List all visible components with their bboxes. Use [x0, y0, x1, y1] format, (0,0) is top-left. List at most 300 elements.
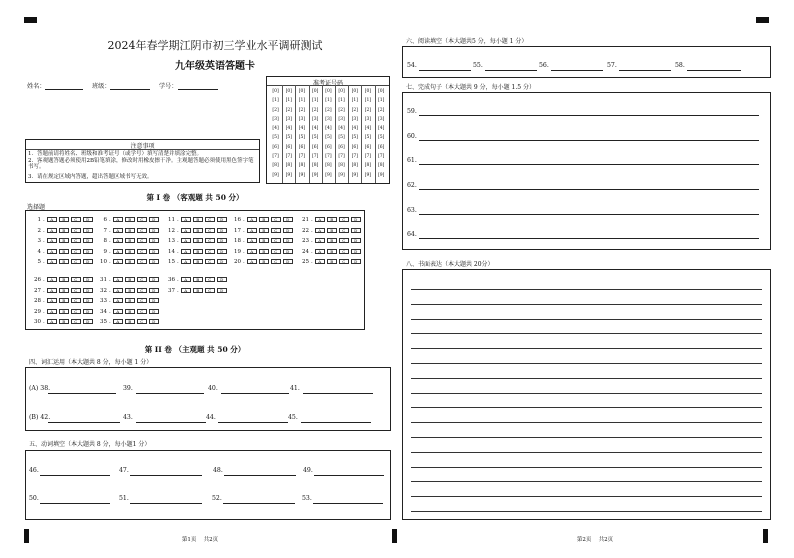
- q63-answer[interactable]: [419, 214, 759, 215]
- exam-id-digit-bubble[interactable]: [2]: [285, 107, 292, 113]
- answer-bubble[interactable]: A: [113, 309, 123, 314]
- answer-bubble[interactable]: D: [217, 259, 227, 264]
- exam-id-digit-bubble[interactable]: [5]: [325, 135, 332, 141]
- exam-id-digit-bubble[interactable]: [4]: [298, 126, 306, 132]
- q48-answer[interactable]: [224, 475, 296, 476]
- answer-bubble[interactable]: C: [71, 228, 81, 233]
- answer-bubble[interactable]: B: [193, 259, 203, 264]
- answer-bubble[interactable]: C: [71, 217, 81, 222]
- answer-bubble[interactable]: A: [113, 228, 123, 233]
- exam-id-digit-bubble[interactable]: [8]: [325, 163, 332, 169]
- exam-id-column[interactable]: [295, 87, 308, 180]
- answer-bubble[interactable]: C: [205, 217, 215, 222]
- exam-id-digit-bubble[interactable]: [1]: [325, 98, 332, 104]
- answer-bubble[interactable]: C: [205, 277, 215, 282]
- answer-bubble[interactable]: B: [59, 238, 69, 243]
- essay-writing-line[interactable]: [411, 363, 762, 364]
- exam-id-digit-bubble[interactable]: [9]: [351, 172, 358, 178]
- answer-bubble[interactable]: B: [327, 238, 337, 243]
- essay-writing-line[interactable]: [411, 437, 762, 438]
- answer-bubble[interactable]: D: [83, 288, 93, 293]
- answer-bubble[interactable]: D: [83, 277, 93, 282]
- answer-bubble[interactable]: A: [181, 288, 191, 293]
- answer-bubble[interactable]: D: [283, 228, 293, 233]
- answer-bubble[interactable]: A: [247, 259, 257, 264]
- exam-id-digit-bubble[interactable]: [7]: [285, 154, 292, 160]
- answer-bubble[interactable]: A: [113, 277, 123, 282]
- exam-id-column[interactable]: [309, 87, 322, 180]
- exam-id-digit-bubble[interactable]: [3]: [351, 116, 358, 122]
- essay-writing-line[interactable]: [411, 393, 762, 394]
- exam-id-digit-bubble[interactable]: [6]: [378, 144, 385, 150]
- answer-bubble[interactable]: B: [125, 238, 135, 243]
- exam-id-digit-bubble[interactable]: [8]: [338, 163, 345, 169]
- answer-bubble[interactable]: D: [149, 249, 159, 254]
- answer-bubble[interactable]: B: [327, 259, 337, 264]
- answer-bubble[interactable]: B: [259, 259, 269, 264]
- exam-id-digit-bubble[interactable]: [2]: [272, 107, 279, 113]
- answer-bubble[interactable]: B: [193, 288, 203, 293]
- exam-id-digit-bubble[interactable]: [9]: [325, 172, 332, 178]
- choice-question-row: [98, 277, 161, 283]
- answer-bubble[interactable]: B: [125, 259, 135, 264]
- q60-answer[interactable]: [419, 140, 759, 141]
- answer-bubble[interactable]: B: [59, 259, 69, 264]
- exam-id-digit-bubble[interactable]: [2]: [338, 107, 345, 113]
- answer-bubble[interactable]: D: [149, 217, 159, 222]
- answer-bubble[interactable]: C: [205, 288, 215, 293]
- exam-id-digit-bubble[interactable]: [9]: [285, 172, 292, 178]
- exam-id-digit-bubble[interactable]: [0]: [312, 89, 319, 94]
- answer-bubble[interactable]: C: [205, 259, 215, 264]
- answer-bubble[interactable]: B: [125, 277, 135, 282]
- q43-answer[interactable]: [136, 422, 206, 423]
- answer-bubble[interactable]: B: [327, 249, 337, 254]
- answer-bubble[interactable]: B: [125, 288, 135, 293]
- exam-id-digit-bubble[interactable]: [9]: [312, 172, 319, 178]
- q59-answer[interactable]: [419, 115, 759, 116]
- answer-bubble[interactable]: D: [351, 259, 361, 264]
- exam-id-digit-bubble[interactable]: [5]: [364, 135, 372, 141]
- answer-bubble[interactable]: D: [217, 217, 227, 222]
- answer-bubble[interactable]: A: [315, 238, 325, 243]
- exam-id-digit-bubble[interactable]: [4]: [285, 126, 292, 132]
- exam-id-digit-bubble[interactable]: [3]: [312, 116, 319, 122]
- q58-answer[interactable]: [687, 70, 741, 71]
- answer-bubble[interactable]: D: [283, 249, 293, 254]
- answer-bubble[interactable]: C: [339, 259, 349, 264]
- answer-bubble[interactable]: B: [125, 217, 135, 222]
- answer-bubble[interactable]: C: [271, 238, 281, 243]
- answer-bubble[interactable]: D: [83, 238, 93, 243]
- answer-bubble[interactable]: C: [271, 259, 281, 264]
- exam-id-digit-bubble[interactable]: [3]: [325, 116, 332, 122]
- exam-id-digit-bubble[interactable]: [9]: [272, 172, 279, 178]
- exam-id-digit-bubble[interactable]: [7]: [298, 154, 306, 160]
- exam-id-column[interactable]: [375, 87, 388, 180]
- q62-answer[interactable]: [419, 189, 759, 190]
- answer-bubble[interactable]: C: [137, 238, 147, 243]
- answer-bubble[interactable]: C: [71, 319, 81, 324]
- choice-question-row: [232, 238, 295, 244]
- essay-writing-line[interactable]: [411, 422, 762, 423]
- q44-answer[interactable]: [218, 422, 288, 423]
- exam-id-digit-bubble[interactable]: [5]: [351, 135, 358, 141]
- answer-bubble[interactable]: D: [217, 249, 227, 254]
- answer-bubble[interactable]: A: [47, 298, 57, 303]
- q42-answer[interactable]: [48, 422, 120, 423]
- exam-id-digit-bubble[interactable]: [0]: [298, 89, 306, 94]
- answer-bubble[interactable]: D: [217, 288, 227, 293]
- answer-bubble[interactable]: C: [137, 309, 147, 314]
- q61-answer[interactable]: [419, 164, 759, 165]
- exam-id-digit-bubble[interactable]: [7]: [338, 154, 345, 160]
- exam-id-digit-bubble[interactable]: [5]: [298, 135, 306, 141]
- answer-bubble[interactable]: A: [247, 249, 257, 254]
- answer-bubble[interactable]: D: [217, 228, 227, 233]
- answer-bubble[interactable]: C: [271, 249, 281, 254]
- answer-bubble[interactable]: A: [247, 217, 257, 222]
- exam-id-digit-bubble[interactable]: [3]: [338, 116, 345, 122]
- exam-id-digit-bubble[interactable]: [9]: [298, 172, 306, 178]
- answer-bubble[interactable]: C: [205, 228, 215, 233]
- answer-bubble[interactable]: C: [339, 249, 349, 254]
- name-field[interactable]: [45, 89, 83, 90]
- answer-bubble[interactable]: A: [47, 238, 57, 243]
- exam-id-column-divider: [322, 85, 323, 183]
- exam-id-digit-bubble[interactable]: [8]: [298, 163, 306, 169]
- exam-id-column[interactable]: [361, 87, 374, 180]
- exam-id-digit-bubble[interactable]: [8]: [272, 163, 279, 169]
- answer-bubble[interactable]: C: [205, 238, 215, 243]
- answer-bubble[interactable]: C: [71, 249, 81, 254]
- answer-bubble[interactable]: C: [137, 217, 147, 222]
- answer-bubble[interactable]: A: [47, 259, 57, 264]
- q39-answer[interactable]: [136, 393, 204, 394]
- answer-bubble[interactable]: B: [125, 228, 135, 233]
- answer-bubble[interactable]: B: [125, 298, 135, 303]
- answer-bubble[interactable]: D: [351, 238, 361, 243]
- exam-id-digit-bubble[interactable]: [0]: [364, 89, 372, 94]
- answer-bubble[interactable]: D: [149, 298, 159, 303]
- answer-bubble[interactable]: D: [351, 228, 361, 233]
- q56-answer[interactable]: [551, 70, 603, 71]
- answer-bubble[interactable]: B: [59, 217, 69, 222]
- exam-id-digit-bubble[interactable]: [5]: [338, 135, 345, 141]
- answer-bubble[interactable]: C: [137, 249, 147, 254]
- answer-bubble[interactable]: C: [137, 277, 147, 282]
- section7-box: [402, 92, 771, 250]
- exam-id-column[interactable]: [269, 87, 282, 180]
- q45-answer[interactable]: [301, 422, 371, 423]
- answer-bubble[interactable]: D: [83, 319, 93, 324]
- exam-id-column[interactable]: [322, 87, 335, 180]
- answer-bubble[interactable]: D: [149, 309, 159, 314]
- exam-id-digit-bubble[interactable]: [7]: [272, 154, 279, 160]
- exam-id-digit-bubble[interactable]: [2]: [312, 107, 319, 113]
- exam-id-digit-bubble[interactable]: [6]: [364, 144, 372, 150]
- essay-writing-line[interactable]: [411, 304, 762, 305]
- exam-id-digit-bubble[interactable]: [2]: [364, 107, 372, 113]
- exam-id-digit-bubble[interactable]: [4]: [378, 126, 385, 132]
- answer-bubble[interactable]: A: [181, 249, 191, 254]
- answer-bubble[interactable]: A: [315, 217, 325, 222]
- exam-id-column[interactable]: [348, 87, 361, 180]
- answer-bubble[interactable]: D: [83, 249, 93, 254]
- exam-id-digit-bubble[interactable]: [6]: [272, 144, 279, 150]
- exam-id-digit-bubble[interactable]: [4]: [325, 126, 332, 132]
- q54-answer[interactable]: [419, 70, 471, 71]
- answer-bubble[interactable]: D: [83, 217, 93, 222]
- exam-id-digit-bubble[interactable]: [1]: [312, 98, 319, 104]
- exam-id-digit-bubble[interactable]: [8]: [364, 163, 372, 169]
- answer-bubble[interactable]: D: [351, 217, 361, 222]
- answer-bubble[interactable]: B: [59, 277, 69, 282]
- answer-bubble[interactable]: C: [339, 238, 349, 243]
- answer-bubble[interactable]: A: [113, 319, 123, 324]
- exam-id-digit-bubble[interactable]: [3]: [378, 116, 385, 122]
- answer-bubble[interactable]: C: [71, 238, 81, 243]
- answer-bubble[interactable]: B: [193, 217, 203, 222]
- answer-bubble[interactable]: A: [315, 228, 325, 233]
- exam-id-digit-bubble[interactable]: [2]: [298, 107, 306, 113]
- answer-bubble[interactable]: C: [71, 277, 81, 282]
- answer-bubble[interactable]: B: [259, 249, 269, 254]
- essay-writing-line[interactable]: [411, 496, 762, 497]
- exam-id-digit-bubble[interactable]: [0]: [272, 89, 279, 94]
- answer-bubble[interactable]: A: [47, 228, 57, 233]
- answer-bubble[interactable]: A: [113, 217, 123, 222]
- exam-id-digit-bubble[interactable]: [4]: [364, 126, 372, 132]
- answer-bubble[interactable]: D: [149, 228, 159, 233]
- exam-id-digit-bubble[interactable]: [5]: [285, 135, 292, 141]
- exam-id-digit-bubble[interactable]: [3]: [272, 116, 279, 122]
- answer-bubble[interactable]: A: [47, 309, 57, 314]
- q49-answer[interactable]: [314, 475, 384, 476]
- answer-bubble[interactable]: C: [137, 288, 147, 293]
- answer-bubble[interactable]: B: [327, 217, 337, 222]
- exam-id-digit-bubble[interactable]: [1]: [298, 98, 306, 104]
- q41-answer[interactable]: [303, 393, 373, 394]
- answer-bubble[interactable]: A: [47, 249, 57, 254]
- exam-id-digit-bubble[interactable]: [6]: [285, 144, 292, 150]
- answer-bubble[interactable]: A: [315, 249, 325, 254]
- answer-bubble[interactable]: A: [247, 238, 257, 243]
- exam-id-digit-bubble[interactable]: [9]: [364, 172, 372, 178]
- essay-writing-line[interactable]: [411, 378, 762, 379]
- exam-id-digit-bubble[interactable]: [5]: [378, 135, 385, 141]
- exam-id-digit-bubble[interactable]: [6]: [298, 144, 306, 150]
- answer-bubble[interactable]: D: [283, 259, 293, 264]
- answer-bubble[interactable]: C: [339, 228, 349, 233]
- exam-id-digit-bubble[interactable]: [2]: [325, 107, 332, 113]
- answer-bubble[interactable]: B: [125, 309, 135, 314]
- essay-writing-line[interactable]: [411, 452, 762, 453]
- class-field[interactable]: [110, 89, 150, 90]
- question-number: 16: [234, 217, 241, 223]
- q51-answer[interactable]: [130, 503, 202, 504]
- q47-answer[interactable]: [130, 475, 202, 476]
- answer-bubble[interactable]: D: [83, 309, 93, 314]
- exam-id-digit-bubble[interactable]: [6]: [351, 144, 358, 150]
- answer-bubble[interactable]: B: [59, 298, 69, 303]
- answer-bubble[interactable]: C: [71, 288, 81, 293]
- essay-writing-line[interactable]: [411, 333, 762, 334]
- exam-id-digit-bubble[interactable]: [1]: [378, 98, 385, 104]
- exam-id-digit-bubble[interactable]: [8]: [312, 163, 319, 169]
- answer-bubble[interactable]: B: [259, 238, 269, 243]
- exam-id-digit-bubble[interactable]: [6]: [325, 144, 332, 150]
- answer-bubble[interactable]: C: [71, 259, 81, 264]
- answer-bubble[interactable]: D: [149, 288, 159, 293]
- exam-id-digit-bubble[interactable]: [7]: [378, 154, 385, 160]
- answer-bubble[interactable]: A: [47, 277, 57, 282]
- answer-bubble[interactable]: A: [113, 259, 123, 264]
- answer-bubble[interactable]: B: [193, 277, 203, 282]
- answer-bubble[interactable]: C: [339, 217, 349, 222]
- answer-bubble[interactable]: A: [181, 217, 191, 222]
- answer-bubble[interactable]: D: [283, 217, 293, 222]
- exam-id-digit-bubble[interactable]: [0]: [351, 89, 358, 94]
- exam-id-digit-bubble[interactable]: [7]: [312, 154, 319, 160]
- answer-bubble[interactable]: B: [327, 228, 337, 233]
- answer-bubble[interactable]: B: [59, 309, 69, 314]
- q40-answer[interactable]: [221, 393, 289, 394]
- exam-id-digit-bubble[interactable]: [0]: [378, 89, 385, 94]
- exam-id-digit-bubble[interactable]: [6]: [312, 144, 319, 150]
- answer-bubble[interactable]: A: [181, 277, 191, 282]
- answer-bubble[interactable]: D: [83, 259, 93, 264]
- answer-bubble[interactable]: B: [193, 238, 203, 243]
- exam-id-digit-bubble[interactable]: [3]: [364, 116, 372, 122]
- answer-bubble[interactable]: A: [47, 288, 57, 293]
- answer-bubble[interactable]: A: [113, 238, 123, 243]
- answer-bubble[interactable]: D: [83, 228, 93, 233]
- exam-id-digit-bubble[interactable]: [0]: [285, 89, 292, 94]
- answer-bubble[interactable]: C: [137, 228, 147, 233]
- exam-id-digit-bubble[interactable]: [6]: [338, 144, 345, 150]
- essay-writing-line[interactable]: [411, 348, 762, 349]
- answer-bubble[interactable]: C: [205, 249, 215, 254]
- student-number-field[interactable]: [178, 89, 218, 90]
- exam-id-digit-bubble[interactable]: [7]: [364, 154, 372, 160]
- exam-id-digit-bubble[interactable]: [9]: [338, 172, 345, 178]
- exam-id-digit-bubble[interactable]: [8]: [351, 163, 358, 169]
- answer-bubble[interactable]: B: [59, 319, 69, 324]
- answer-bubble[interactable]: A: [247, 228, 257, 233]
- exam-id-digit-bubble[interactable]: [2]: [378, 107, 385, 113]
- answer-bubble[interactable]: B: [125, 319, 135, 324]
- answer-bubble[interactable]: A: [47, 217, 57, 222]
- answer-bubble[interactable]: C: [71, 309, 81, 314]
- answer-bubble[interactable]: B: [259, 228, 269, 233]
- answer-bubble[interactable]: A: [181, 259, 191, 264]
- exam-id-digit-bubble[interactable]: [1]: [364, 98, 372, 104]
- exam-id-digit-bubble[interactable]: [1]: [272, 98, 279, 104]
- answer-bubble[interactable]: B: [125, 249, 135, 254]
- answer-bubble[interactable]: C: [71, 298, 81, 303]
- answer-bubble[interactable]: C: [271, 217, 281, 222]
- answer-bubble[interactable]: D: [149, 319, 159, 324]
- answer-bubble[interactable]: A: [47, 319, 57, 324]
- essay-writing-line[interactable]: [411, 467, 762, 468]
- exam-id-digit-bubble[interactable]: [0]: [325, 89, 332, 94]
- answer-bubble[interactable]: B: [59, 249, 69, 254]
- q53-answer[interactable]: [313, 503, 383, 504]
- exam-id-digit-bubble[interactable]: [5]: [272, 135, 279, 141]
- exam-id-digit-bubble[interactable]: [0]: [338, 89, 345, 94]
- essay-writing-line[interactable]: [411, 407, 762, 408]
- exam-id-digit-bubble[interactable]: [3]: [285, 116, 292, 122]
- q52-answer[interactable]: [223, 503, 295, 504]
- answer-bubble[interactable]: A: [181, 238, 191, 243]
- student-number-label: 学号：: [159, 83, 178, 90]
- answer-bubble[interactable]: D: [149, 238, 159, 243]
- exam-id-digit-bubble[interactable]: [4]: [351, 126, 358, 132]
- answer-bubble[interactable]: D: [217, 238, 227, 243]
- answer-bubble[interactable]: C: [137, 259, 147, 264]
- exam-id-digit-bubble[interactable]: [1]: [285, 98, 292, 104]
- exam-id-digit-bubble[interactable]: [9]: [378, 172, 385, 178]
- q64-answer[interactable]: [419, 238, 759, 239]
- exam-id-digit-bubble[interactable]: [1]: [351, 98, 358, 104]
- exam-id-digit-bubble[interactable]: [3]: [298, 116, 306, 122]
- exam-id-digit-bubble[interactable]: [1]: [338, 98, 345, 104]
- answer-bubble[interactable]: C: [137, 298, 147, 303]
- exam-id-digit-bubble[interactable]: [8]: [378, 163, 385, 169]
- answer-bubble[interactable]: B: [59, 228, 69, 233]
- answer-bubble[interactable]: D: [149, 259, 159, 264]
- answer-bubble[interactable]: A: [181, 228, 191, 233]
- exam-id-digit-bubble[interactable]: [4]: [272, 126, 279, 132]
- essay-writing-line[interactable]: [411, 481, 762, 482]
- answer-bubble[interactable]: C: [137, 319, 147, 324]
- answer-bubble[interactable]: D: [283, 238, 293, 243]
- exam-id-digit-bubble[interactable]: [2]: [351, 107, 358, 113]
- essay-writing-line[interactable]: [411, 319, 762, 320]
- answer-bubble[interactable]: B: [259, 217, 269, 222]
- answer-bubble[interactable]: D: [217, 277, 227, 282]
- q55-answer[interactable]: [485, 70, 537, 71]
- q57-answer[interactable]: [619, 70, 671, 71]
- exam-id-column[interactable]: [335, 87, 348, 180]
- answer-bubble[interactable]: A: [113, 298, 123, 303]
- q46-answer[interactable]: [40, 475, 110, 476]
- answer-bubble[interactable]: B: [59, 288, 69, 293]
- answer-bubble[interactable]: C: [271, 228, 281, 233]
- essay-writing-line[interactable]: [411, 289, 762, 290]
- exam-id-digit-bubble[interactable]: [5]: [312, 135, 319, 141]
- answer-bubble[interactable]: B: [193, 249, 203, 254]
- q50-answer[interactable]: [40, 503, 110, 504]
- q38-answer[interactable]: [48, 393, 116, 394]
- answer-bubble[interactable]: A: [315, 259, 325, 264]
- exam-id-digit-bubble[interactable]: [4]: [312, 126, 319, 132]
- exam-id-digit-bubble[interactable]: [7]: [351, 154, 358, 160]
- exam-id-digit-bubble[interactable]: [4]: [338, 126, 345, 132]
- essay-writing-line[interactable]: [411, 511, 762, 512]
- name-label: 姓名：: [27, 83, 46, 90]
- answer-bubble[interactable]: D: [83, 298, 93, 303]
- exam-id-digit-bubble[interactable]: [8]: [285, 163, 292, 169]
- answer-bubble[interactable]: A: [113, 249, 123, 254]
- exam-id-digit-bubble[interactable]: [7]: [325, 154, 332, 160]
- answer-bubble[interactable]: A: [113, 288, 123, 293]
- answer-bubble[interactable]: B: [193, 228, 203, 233]
- exam-id-column[interactable]: [282, 87, 295, 180]
- answer-bubble[interactable]: D: [351, 249, 361, 254]
- answer-bubble[interactable]: D: [149, 277, 159, 282]
